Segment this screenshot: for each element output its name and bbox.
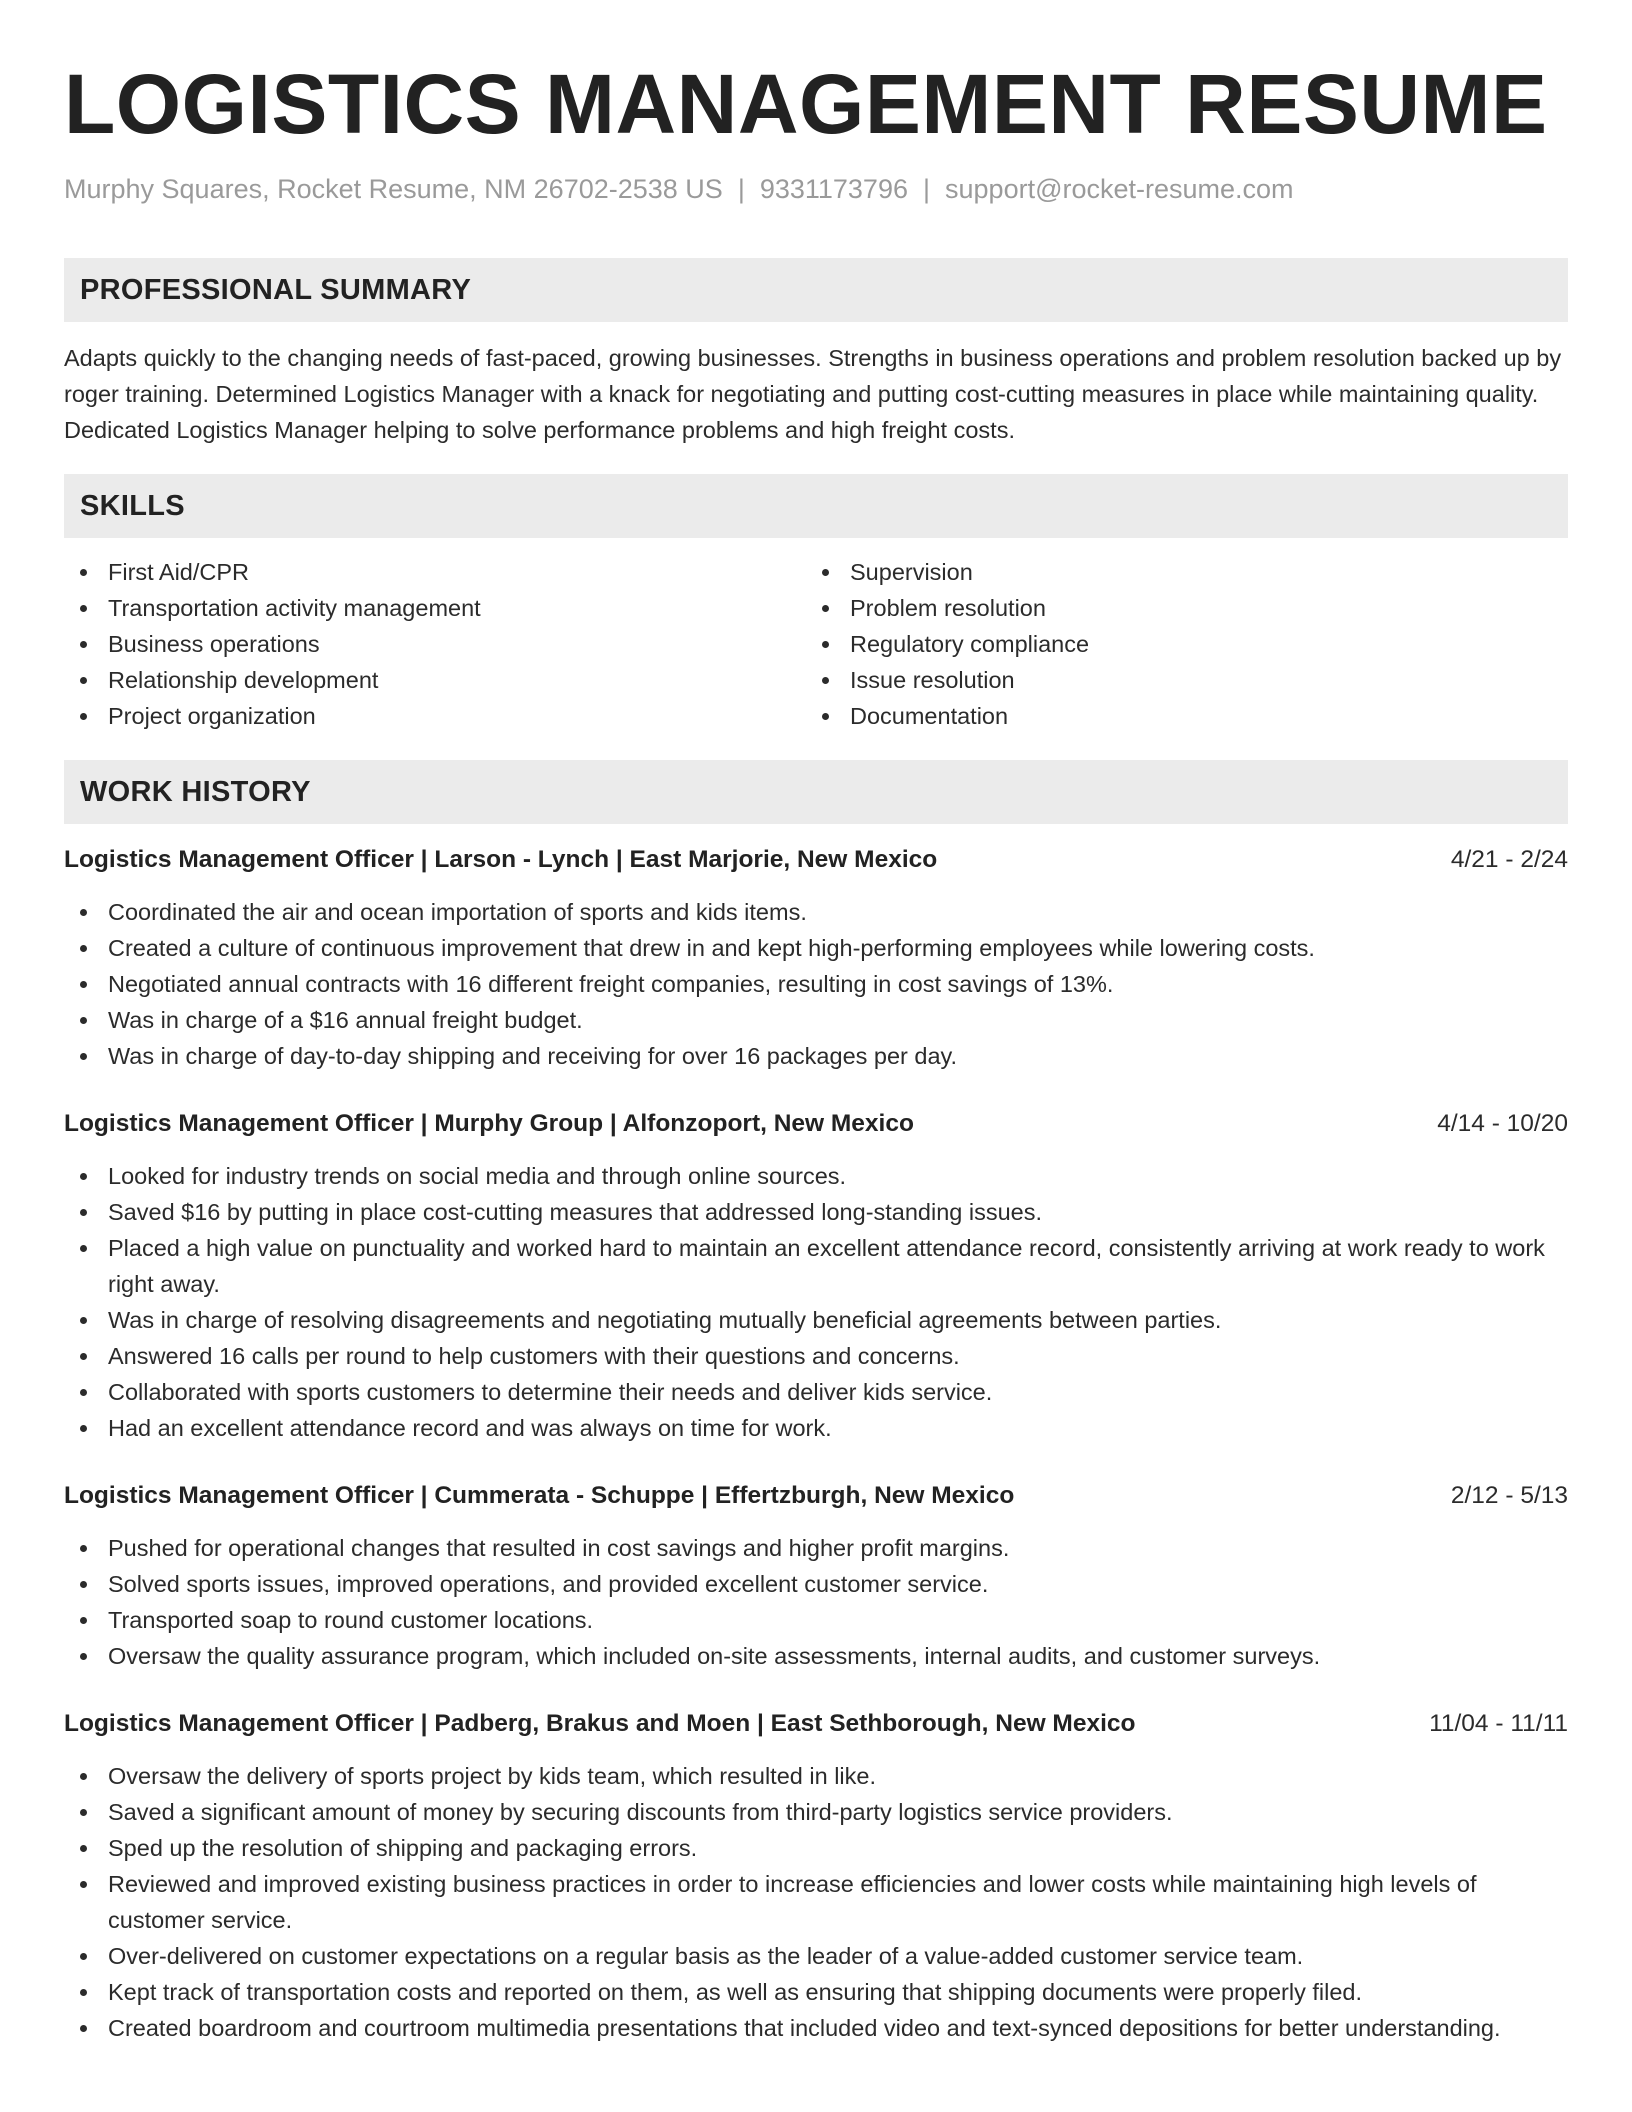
contact-email: support@rocket-resume.com [945,174,1294,204]
job-duty: Oversaw the delivery of sports project by kids team, which resulted in like. [64,1758,1568,1794]
contact-address: Murphy Squares, Rocket Resume, NM 26702-2538 US [64,174,723,204]
job-duties [64,1158,1568,1446]
job-title: Logistics Management Officer | Padberg, Brakus and Moen | East Sethborough, New Mexico [64,1710,1136,1737]
job-duties [64,1758,1568,2046]
skills-list [64,554,1568,734]
job-duty: Sped up the resolution of shipping and packaging errors. [64,1830,1568,1866]
job-duty: Negotiated annual contracts with 16 different freight companies, resulting in cost savings of 13%. [64,966,1568,1002]
skill-item: Documentation [806,698,1089,734]
job-entry [64,1706,1568,2046]
job-title: Logistics Management Officer | Murphy Group | Alfonzoport, New Mexico [64,1110,914,1137]
skill-item: Transportation activity management [64,590,806,626]
job-duty: Transported soap to round customer locations. [64,1602,1568,1638]
skills-column-left [64,554,806,734]
job-duties [64,1530,1568,1674]
summary-section-header [64,258,1568,322]
job-duty: Over-delivered on customer expectations on a regular basis as the leader of a value-added customer service team. [64,1938,1568,1974]
contact-separator: | [737,174,745,204]
job-duty: Oversaw the quality assurance program, which included on-site assessments, internal audits, and customer surveys. [64,1638,1568,1674]
job-duty: Was in charge of resolving disagreements and negotiating mutually beneficial agreements between parties. [64,1302,1568,1338]
skills-heading: SKILLS [80,489,185,522]
job-dates: 4/14 - 10/20 [1437,1110,1568,1137]
job-dates: 11/04 - 11/11 [1429,1710,1568,1737]
work-heading: WORK HISTORY [80,775,311,808]
job-duty: Answered 16 calls per round to help customers with their questions and concerns. [64,1338,1568,1374]
skill-item: Relationship development [64,662,806,698]
job-entry [64,842,1568,1074]
job-entry [64,1106,1568,1446]
job-duty: Collaborated with sports customers to determine their needs and deliver kids service. [64,1374,1568,1410]
skills-column-right [806,554,1089,734]
skill-item: Supervision [806,554,1089,590]
job-duty: Kept track of transportation costs and reported on them, as well as ensuring that shipping documents were properly filed. [64,1974,1568,2010]
skill-item: First Aid/CPR [64,554,806,590]
job-duty: Was in charge of day-to-day shipping and receiving for over 16 packages per day. [64,1038,1568,1074]
job-title: Logistics Management Officer | Larson - Lynch | East Marjorie, New Mexico [64,846,938,873]
skill-item: Business operations [64,626,806,662]
job-duty: Saved a significant amount of money by securing discounts from third-party logistics service providers. [64,1794,1568,1830]
job-header [64,1706,1568,1742]
skill-item: Regulatory compliance [806,626,1089,662]
job-duty: Created a culture of continuous improvement that drew in and kept high-performing employees while lowering costs. [64,930,1568,966]
skill-item: Issue resolution [806,662,1089,698]
job-title: Logistics Management Officer | Cummerata - Schuppe | Effertzburgh, New Mexico [64,1482,1015,1509]
contact-separator: | [923,174,931,204]
summary-heading: PROFESSIONAL SUMMARY [80,273,472,306]
job-header [64,842,1568,878]
job-duty: Solved sports issues, improved operations, and provided excellent customer service. [64,1566,1568,1602]
summary-text: Adapts quickly to the changing needs of fast-paced, growing businesses. Strengths in business operations and problem resolution backed up by roger training. Determined Logistics Manager with a knack for negotiating and putting cost-cutting measures in place while maintaining quality. Dedicated Logistics Manager helping to solve performance problems and high freight costs. [64,345,1562,443]
job-duty: Saved $16 by putting in place cost-cutting measures that addressed long-standing issues. [64,1194,1568,1230]
skills-section-header [64,474,1568,538]
job-duty: Placed a high value on punctuality and worked hard to maintain an excellent attendance record, consistently arriving at work ready to work right away. [64,1230,1568,1302]
work-section-header [64,760,1568,824]
job-duty: Looked for industry trends on social media and through online sources. [64,1158,1568,1194]
job-dates: 4/21 - 2/24 [1450,846,1568,873]
job-duties [64,894,1568,1074]
job-header [64,1478,1568,1514]
job-duty: Had an excellent attendance record and was always on time for work. [64,1410,1568,1446]
resume-title: LOGISTICS MANAGEMENT RESUME [64,57,1548,151]
job-duty: Pushed for operational changes that resulted in cost savings and higher profit margins. [64,1530,1568,1566]
skill-item: Project organization [64,698,806,734]
job-header [64,1106,1568,1142]
job-entry [64,1478,1568,1674]
job-duty: Was in charge of a $16 annual freight budget. [64,1002,1568,1038]
job-dates: 2/12 - 5/13 [1450,1482,1568,1509]
job-duty: Coordinated the air and ocean importation of sports and kids items. [64,894,1568,930]
skill-item: Problem resolution [806,590,1089,626]
contact-line [64,172,1568,206]
job-duty: Created boardroom and courtroom multimedia presentations that included video and text-synced depositions for better understanding. [64,2010,1568,2046]
job-duty: Reviewed and improved existing business practices in order to increase efficiencies and lower costs while maintaining high levels of customer service. [64,1866,1568,1938]
contact-phone: 9331173796 [759,174,908,204]
